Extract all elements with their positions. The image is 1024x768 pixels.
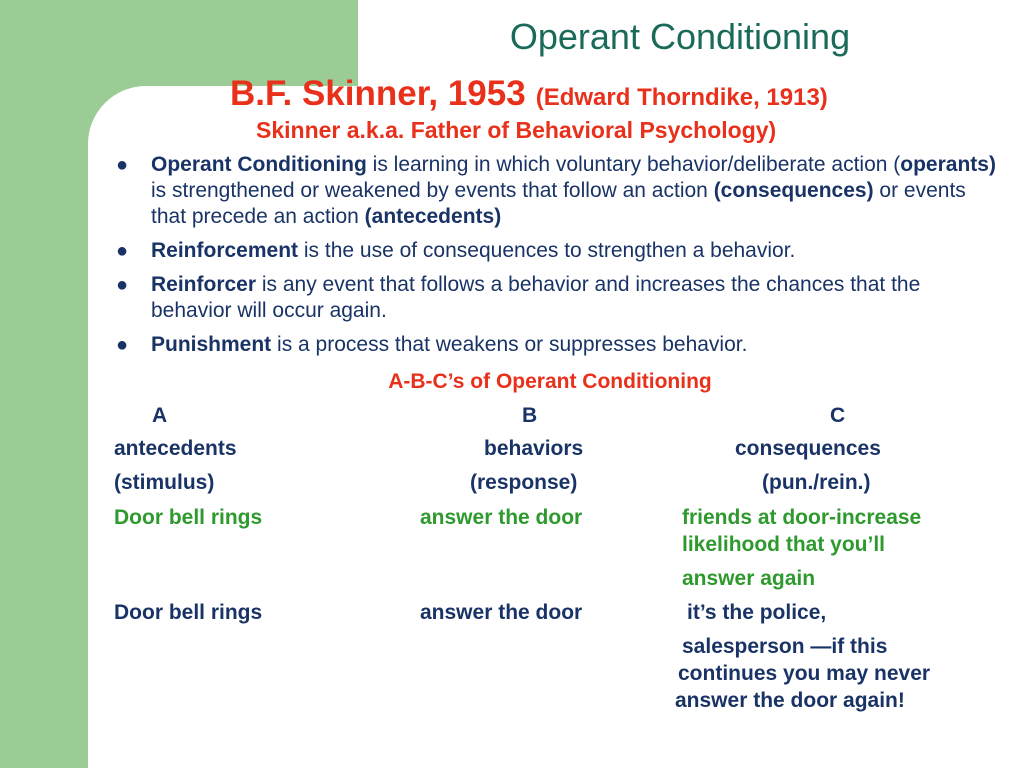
keyword-antecedents: (antecedents) bbox=[364, 205, 502, 228]
example-2-behavior: answer the door bbox=[420, 601, 583, 624]
example-2-consequence-line-2: salesperson —if this bbox=[682, 635, 888, 658]
bullet-text: is any event that follows a behavior and increases the chances that the behavior will occur again. bbox=[151, 273, 921, 322]
example-1-consequence-line-3: answer again bbox=[682, 567, 816, 590]
example-1-behavior: answer the door bbox=[420, 506, 583, 529]
term-reinforcer: Reinforcer bbox=[151, 273, 257, 296]
example-1-consequence-line-2: likelihood that you’ll bbox=[682, 533, 886, 556]
antecedents-label: antecedents bbox=[114, 437, 237, 460]
column-b-header: B bbox=[522, 404, 538, 427]
response-label: (response) bbox=[470, 471, 578, 494]
term-operant-conditioning: Operant Conditioning bbox=[151, 153, 367, 176]
example-1-consequence-line-1: friends at door-increase bbox=[682, 506, 922, 529]
bullet-text: is the use of consequences to strengthen a behavior. bbox=[298, 239, 796, 262]
example-2-antecedent: Door bell rings bbox=[114, 601, 263, 624]
subtitle-line-2: Skinner a.k.a. Father of Behavioral Psychology) bbox=[256, 117, 777, 143]
keyword-operants: operants) bbox=[900, 153, 996, 176]
behaviors-label: behaviors bbox=[484, 437, 584, 460]
column-c-header: C bbox=[830, 404, 846, 427]
definition-list bbox=[116, 152, 996, 366]
subtitle-line-1 bbox=[230, 74, 828, 114]
bullet-reinforcer bbox=[116, 272, 996, 324]
column-a-header: A bbox=[152, 404, 168, 427]
example-2-consequence-line-4: answer the door again! bbox=[675, 689, 905, 712]
example-2-consequence-line-1: it’s the police, bbox=[687, 601, 827, 624]
subtitle-thorndike: (Edward Thorndike, 1913) bbox=[535, 84, 828, 111]
example-2-consequence-line-3: continues you may never bbox=[678, 662, 931, 685]
bullet-operant-conditioning bbox=[116, 152, 996, 230]
stimulus-label: (stimulus) bbox=[114, 471, 215, 494]
bullet-dot-icon: ● bbox=[116, 334, 129, 356]
bullet-text: is a process that weakens or suppresses behavior. bbox=[271, 333, 748, 356]
slide-title: Operant Conditioning bbox=[509, 16, 851, 57]
example-1-antecedent: Door bell rings bbox=[114, 506, 263, 529]
subtitle-skinner: B.F. Skinner, 1953 bbox=[230, 74, 526, 113]
bullet-dot-icon: ● bbox=[116, 274, 129, 296]
consequences-label: consequences bbox=[735, 437, 881, 460]
bullet-dot-icon: ● bbox=[116, 240, 129, 262]
keyword-consequences: (consequences) bbox=[713, 179, 874, 202]
bullet-text: or events that precede an action bbox=[151, 179, 966, 228]
abc-heading: A-B-C’s of Operant Conditioning bbox=[388, 370, 712, 393]
bullet-dot-icon: ● bbox=[116, 154, 129, 176]
bullet-text: is learning in which voluntary behavior/deliberate action ( bbox=[366, 153, 901, 176]
bullet-reinforcement bbox=[116, 238, 996, 264]
term-reinforcement: Reinforcement bbox=[151, 239, 299, 262]
term-punishment: Punishment bbox=[151, 333, 272, 356]
pun-rein-label: (pun./rein.) bbox=[762, 471, 871, 494]
bullet-text: is strengthened or weakened by events that follow an action bbox=[151, 179, 714, 202]
bullet-punishment bbox=[116, 332, 996, 358]
